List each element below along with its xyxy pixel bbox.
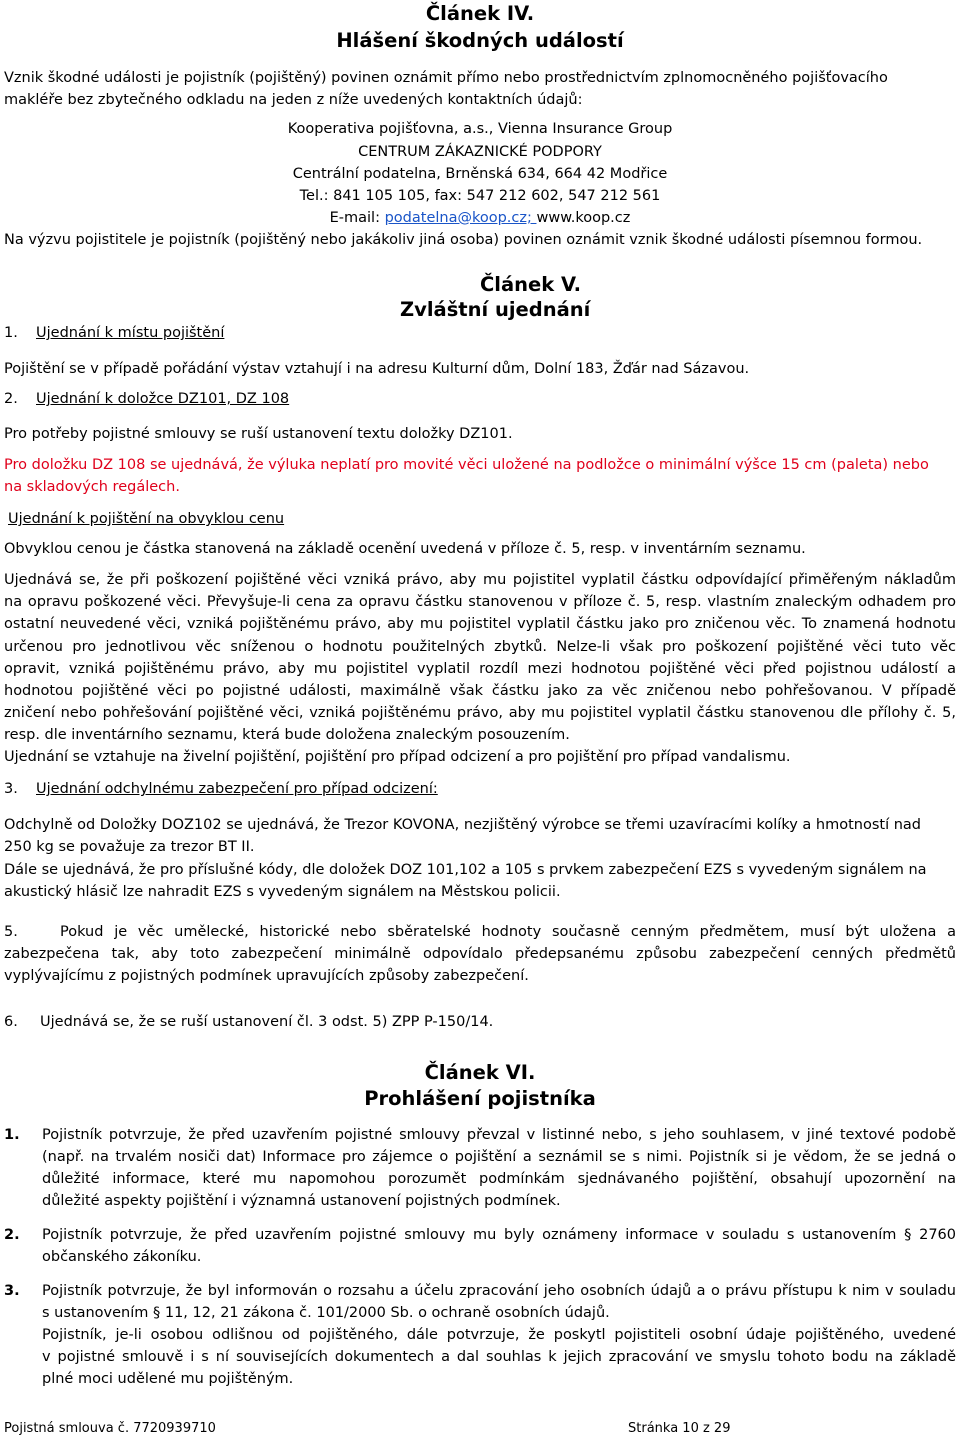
item-3-line: s ustanovením § 11, 12, 21 zákona č. 101/2000 Sb. o ochraně osobních údajů. [42, 1305, 610, 1321]
section-2-title: Ujednání k doložce DZ101, DZ 108 [36, 391, 290, 407]
article-5-title: Článek V. [480, 273, 582, 296]
item-1-line: Pojistník potvrzuje, že před uzavřením pojistné smlouvy převzal v listinné nebo, s jeho souhlasem, v jiné textové podobě [42, 1127, 956, 1143]
contact-email-row [0, 207, 960, 229]
item-1-line: (např. na trvalém nosiči dat) Informace pro zájemce o pojištění a seznámil se s nimi. Pojistník si je vědom, že se jedná o [42, 1149, 956, 1165]
contact-center: CENTRUM ZÁKAZNICKÉ PODPORY [358, 144, 602, 160]
section-2-text: Pro potřeby pojistné smlouvy se ruší ustanovení textu doložky DZ101. [4, 426, 513, 442]
section-3-number: 3. [4, 781, 18, 797]
written-notice: Na výzvu pojistitele je pojistník (pojištěný nebo jakákoliv jiná osoba) povinen oznámit vznik škodné události písemnou formou. [4, 232, 923, 248]
contact-address: Centrální podatelna, Brněnská 634, 664 42 Modřice [292, 166, 668, 182]
section-3-line: 250 kg se považuje za trezor BT II. [4, 839, 255, 855]
section-1-text: Pojištění se v případě pořádání výstav vztahují i na adresu Kulturní dům, Dolní 183, Žďár nad Sázavou. [4, 361, 750, 377]
section-1-number: 1. [4, 325, 18, 341]
contact-phone: Tel.: 841 105 105, fax: 547 212 602, 547 212 561 [299, 188, 661, 204]
item-1-line: důležité aspekty pojištění i významná ustanovení pojistných podmínek. [42, 1193, 561, 1209]
paragraph-line: na opravu poškozené věci. Převyšuje-li cena za opravu částku stanovenou v příloze č. 5, resp. vlastním znaleckým odhadem pro [4, 594, 956, 610]
section-5-line: zabezpečena tak, aby toto zabezpečení minimálně odpovídalo předepsanému způsobu zabezpečení cenných předmětů [4, 946, 956, 962]
paragraph-line: ostatní neuvedené věci, vzniká pojištěnému právo, aby mu pojistitel vyplatil částku jako pro zničenou věc. To znamená hodnotu [4, 616, 956, 632]
section-5-line: vyplývajícímu z pojistných podmínek upravujících způsoby zabezpečení. [4, 968, 529, 984]
usual-price-title: Ujednání k pojištění na obvyklou cenu [8, 511, 285, 527]
section-3-line: Odchylně od Doložky DOZ102 se ujednává, že Trezor KOVONA, nezjištěný výrobce se třemi uzavíracími kolíky a hmotností nad [4, 817, 921, 833]
section-2-number: 2. [4, 391, 18, 407]
item-3-line: plné moci udělené mu pojištěným. [42, 1371, 294, 1387]
article-4-title: Článek IV. [425, 2, 535, 25]
footer-page-number: Stránka 10 z 29 [628, 1421, 731, 1436]
section-1-title: Ujednání k místu pojištění [36, 325, 225, 341]
intro-line-2: makléře bez zbytečného odkladu na jeden z níže uvedených kontaktních údajů: [4, 92, 583, 108]
item-1-number: 1. [4, 1127, 20, 1143]
section-3-line: akustický hlásič lze nahradit EZS s vyvedeným signálem na Městskou policii. [4, 884, 561, 900]
item-2-line: občanského zákoníku. [42, 1249, 202, 1265]
section-5-number: 5. [4, 924, 18, 940]
item-3-number: 3. [4, 1283, 20, 1299]
paragraph-line: Ujednává se, že při poškození pojištěné věci vzniká právo, aby mu pojistitel vyplatil částku odpovídající přiměřeným nákladům [4, 572, 956, 588]
article-6-subtitle: Prohlášení pojistníka [364, 1087, 596, 1110]
web-link[interactable]: www.koop.cz [536, 210, 631, 226]
paragraph-line: určenou pro jednotlivou věc sníženou o hodnotu použitelných zbytků. Nelze-li však pro poškození pojištěné věci tuto věc [4, 639, 956, 655]
section-6-text: Ujednává se, že se ruší ustanovení čl. 3 odst. 5) ZPP P-150/14. [40, 1014, 494, 1030]
article-6-title: Článek VI. [424, 1061, 536, 1084]
intro-line-1: Vznik škodné události je pojistník (pojištěný) povinen oznámit přímo nebo prostřednictvím zplnomocněného pojišťovacího [4, 70, 888, 86]
article-5-subtitle: Zvláštní ujednání [400, 298, 591, 321]
item-3-line: v pojistné smlouvě i s ní souvisejících dokumentech a dal souhlas k jejich zpracování ve smyslu tohoto bodu na základě [42, 1349, 956, 1365]
item-3-line: Pojistník, je-li osobou odlišnou od pojištěného, dále potvrzuje, že poskytl pojistiteli osobní údaje pojištěného, uvedené [42, 1327, 956, 1343]
item-2-number: 2. [4, 1227, 20, 1243]
section-3-line: Dále se ujednává, že pro příslušné kódy, dle doložek DOZ 101,102 a 105 s prvkem zabezpečení EZS s vyvedeným signálem na [4, 862, 927, 878]
paragraph-line: opravit, vzniká pojištěnému právo, aby mu pojistitel vyplatil rozdíl mezi hodnotou pojištěné věci před pojistnou událostí a [4, 661, 956, 677]
item-3-line: Pojistník potvrzuje, že byl informován o rozsahu a účelu zpracování jeho osobních údajů a o právu přístupu k nim v souladu [42, 1283, 956, 1299]
paragraph-line: resp. dle inventárního seznamu, která bude doložena znaleckým posouzením. [4, 727, 570, 743]
red-note-line-2: na skladových regálech. [4, 479, 180, 495]
paragraph-tail: Ujednání se vztahuje na živelní pojištění, pojištění pro případ odcizení a pro pojištění pro případ vandalismu. [4, 749, 791, 765]
article-4-subtitle: Hlášení škodných událostí [336, 29, 624, 52]
email-label: E-mail: [329, 210, 385, 226]
usual-price-text: Obvyklou cenou je částka stanovená na základě ocenění uvedená v příloze č. 5, resp. v inventárním seznamu. [4, 541, 806, 557]
paragraph-line: zničení nebo pohřešování pojištěné věci, vzniká pojištěnému právo, aby mu pojistitel vyplatil částku stanovenou dle přílohy č. 5, [4, 705, 956, 721]
contact-company: Kooperativa pojišťovna, a.s., Vienna Insurance Group [287, 121, 673, 137]
section-6-number: 6. [4, 1014, 18, 1030]
paragraph-line: hodnotou pojištěné věci po pojistné události, maximálně však částku jako za věc zničenou nebo pohřešovanou. V případě [4, 683, 956, 699]
email-link[interactable]: podatelna@koop.cz; [384, 210, 537, 226]
red-note-line-1: Pro doložku DZ 108 se ujednává, že výluka neplatí pro movité věci uložené na podložce o minimální výšce 15 cm (paleta) nebo [4, 457, 929, 473]
item-1-line: důležité informace, které mu napomohou porozumět podmínkám sjednávaného pojištění, obsahují upozornění na [42, 1171, 956, 1187]
section-5-line: Pokud je věc umělecké, historické nebo sběratelské hodnoty současně cenným předmětem, musí být uložena a [60, 924, 956, 940]
item-2-line: Pojistník potvrzuje, že před uzavřením pojistné smlouvy mu byly oznámeny informace v souladu s ustanovením § 2760 [42, 1227, 956, 1243]
footer-contract-number: Pojistná smlouva č. 7720939710 [4, 1421, 216, 1436]
section-3-title: Ujednání odchylnému zabezpečení pro případ odcizení: [36, 781, 438, 797]
